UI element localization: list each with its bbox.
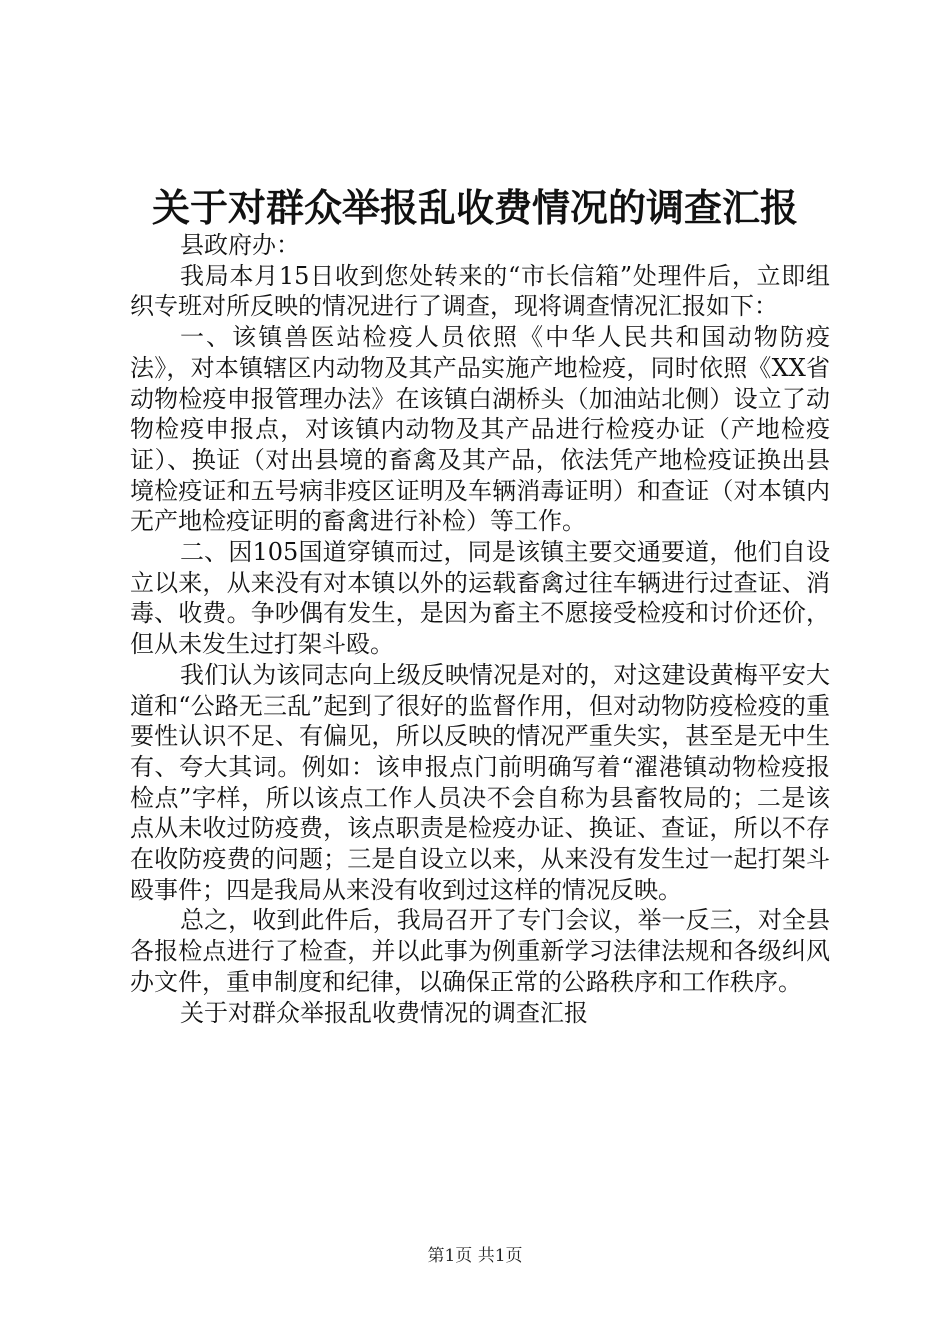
paragraph-assessment: 我们认为该同志向上级反映情况是对的，对这建设黄梅平安大道和“公路无三乱”起到了很好的监督作用，但对动物防疫检疫的重要性认识不足、有偏见，所以反映的情况严重失实，甚至是无中生有、夸大其词。例如：该申报点门前明确写着“濯港镇动物检疫报检点”字样，所以该点工作人员决不会自称为县畜牧局的；二是该点从未收过防疫费，该点职责是检疫办证、换证、查证，所以不存在收防疫费的问题；三是自设立以来，从来没有发生过一起打架斗殴事件；四是我局从来没有收到过这样的情况反映。 xyxy=(130,660,830,904)
page-number: 第1页 共1页 xyxy=(427,1246,523,1266)
salutation: 县政府办： xyxy=(180,231,300,259)
paragraph-conclusion: 总之，收到此件后，我局召开了专门会议，举一反三，对全县各报检点进行了检查，并以此事为例重新学习法律法规和各级纠风办文件，重申制度和纪律，以确保正常的公路秩序和工作秩序。 xyxy=(130,906,830,996)
document-body xyxy=(130,230,830,1028)
closing-title: 关于对群众举报乱收费情况的调查汇报 xyxy=(180,998,588,1027)
document-title: 关于对群众举报乱收费情况的调查汇报 xyxy=(151,185,798,230)
paragraph-point-two: 二、因105国道穿镇而过，同是该镇主要交通要道，他们自设立以来，从来没有对本镇以外的运载畜禽过往车辆进行过查证、消毒、收费。争吵偶有发生，是因为畜主不愿接受检疫和讨价还价，但从未发生过打架斗殴。 xyxy=(130,538,830,659)
paragraph-intro: 我局本月15日收到您处转来的“市长信箱”处理件后，立即组织专班对所反映的情况进行了调查，现将调查情况汇报如下： xyxy=(130,261,830,321)
paragraph-point-one: 一、该镇兽医站检疫人员依照《中华人民共和国动物防疫法》，对本镇辖区内动物及其产品实施产地检疫，同时依照《XX省动物检疫申报管理办法》在该镇白湖桥头（加油站北侧）设立了动物检疫申报点，对该镇内动物及其产品进行检疫办证（产地检疫证）、换证（对出县境的畜禽及其产品，依法凭产地检疫证换出县境检疫证和五号病非疫区证明及车辆消毒证明）和查证（对本镇内无产地检疫证明的畜禽进行补检）等工作。 xyxy=(130,323,830,536)
